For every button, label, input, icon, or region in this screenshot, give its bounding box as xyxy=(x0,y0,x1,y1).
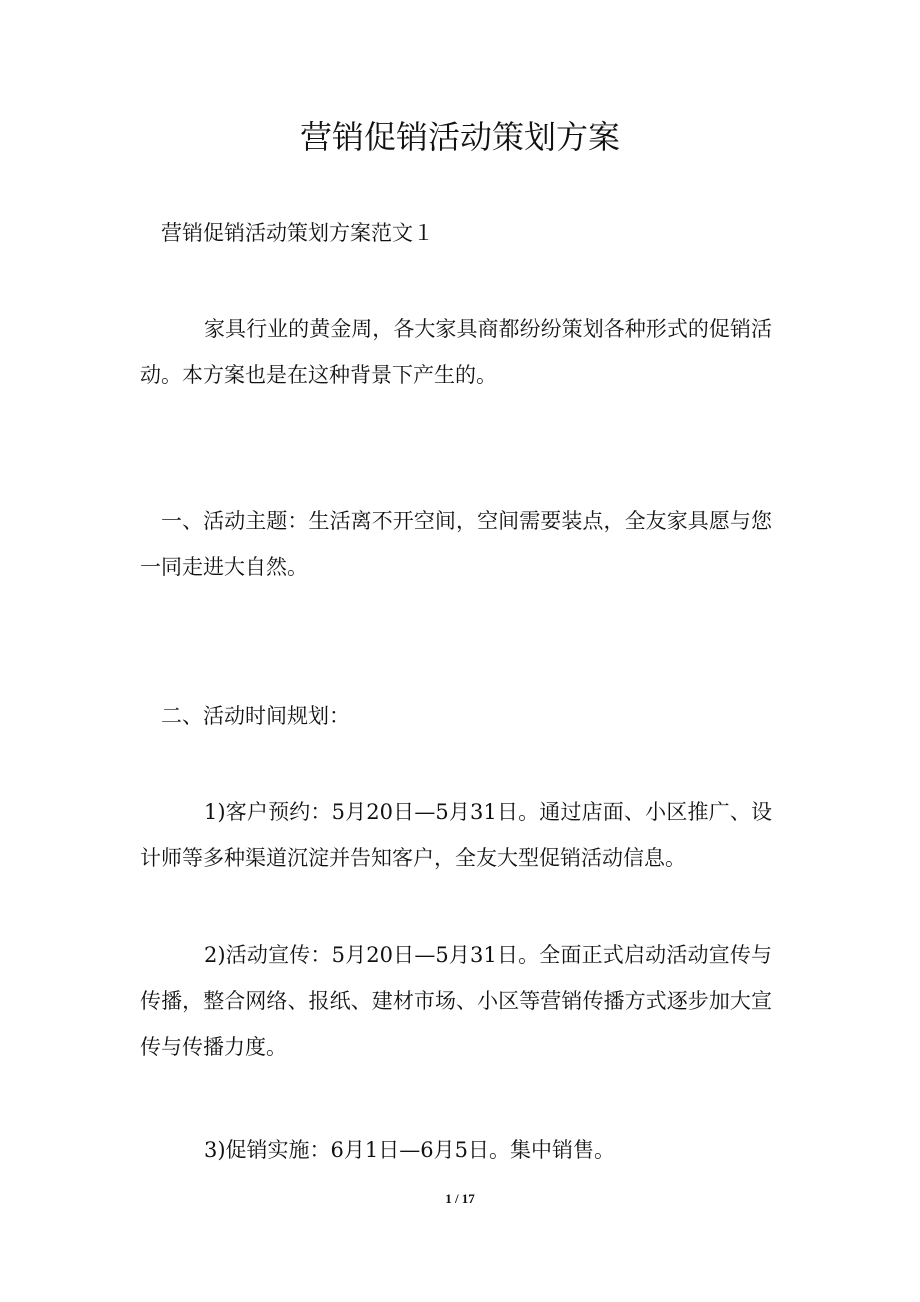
schedule-item-3: 3)促销实施：6月1日—6月5日。集中销售。 xyxy=(204,1138,615,1162)
section-theme: 一、活动主题：生活离不开空间，空间需要装点，全友家具愿与您一同走进大自然。 xyxy=(140,509,772,579)
document-subtitle: 营销促销活动策划方案范文１ xyxy=(161,221,434,245)
paragraph-intro: 家具行业的黄金周，各大家具商都纷纷策划各种形式的促销活动。本方案也是在这种背景下产生的。 xyxy=(140,317,772,387)
schedule-item-1: 1)客户预约：5月20日—5月31日。通过店面、小区推广、设计师等多种渠道沉淀并告知客户，全友大型促销活动信息。 xyxy=(140,800,772,870)
schedule-item-2: 2)活动宣传：5月20日—5月31日。全面正式启动活动宣传与传播，整合网络、报纸、建材市场、小区等营销传播方式逐步加大宣传与传播力度。 xyxy=(140,943,772,1059)
page-indicator: 1 / 17 xyxy=(445,1191,475,1206)
section-schedule-heading: 二、活动时间规划： xyxy=(161,704,350,728)
document-title: 营销促销活动策划方案 xyxy=(299,118,620,156)
